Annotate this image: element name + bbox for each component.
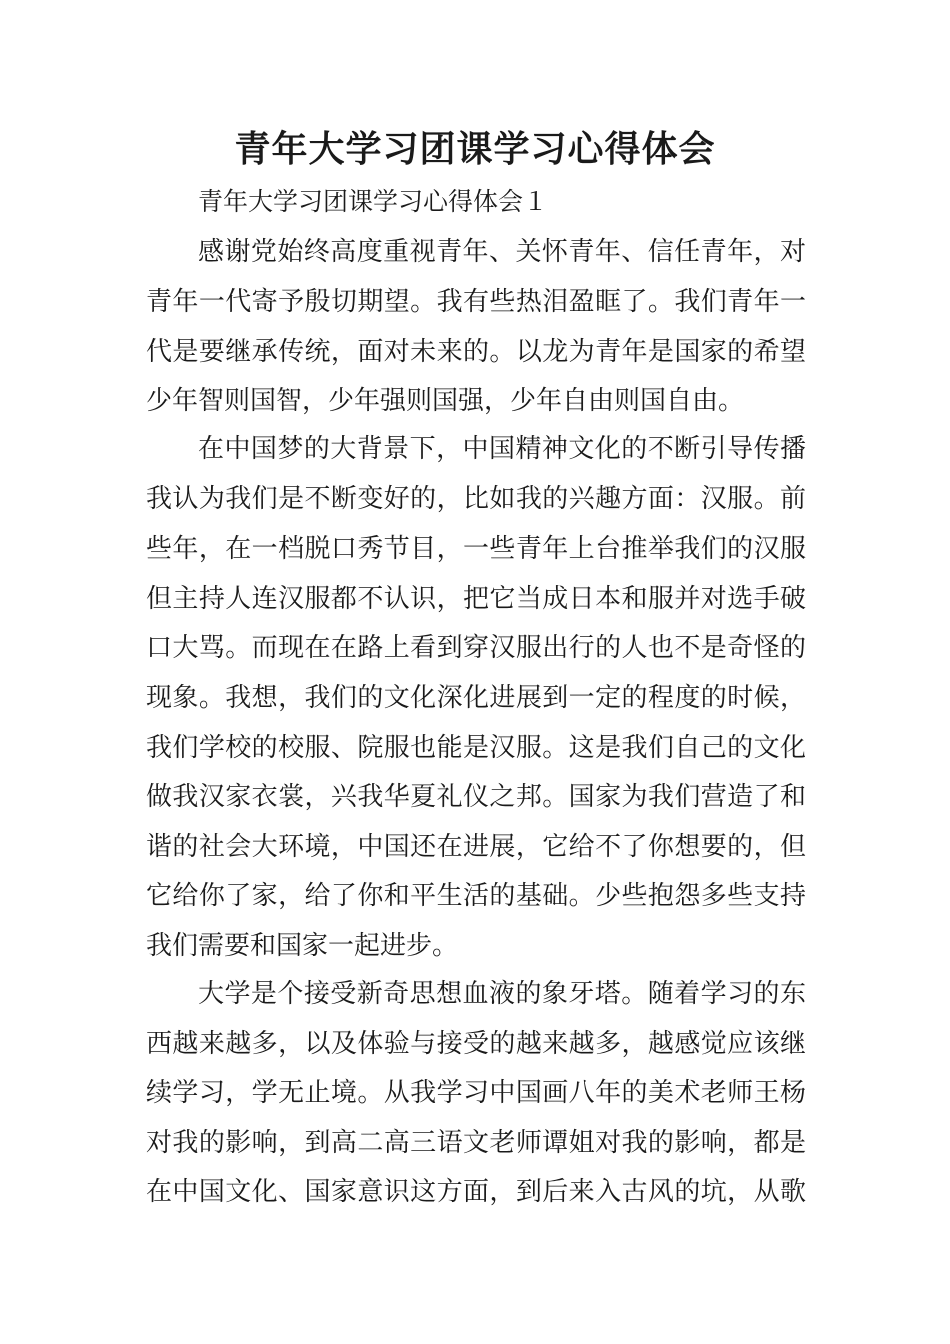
paragraph-2-line-6: 现象。我想，我们的文化深化进展到一定的程度的时候，	[146, 683, 806, 713]
paragraph-1-line-2: 青年一代寄予殷切期望。我有些热泪盈眶了。我们青年一	[146, 287, 806, 317]
section-heading: 青年大学习团课学习心得体会１	[198, 187, 549, 216]
paragraph-1-line-1: 感谢党始终高度重视青年、关怀青年、信任青年，对	[198, 237, 806, 267]
paragraph-3-line-4: 对我的影响，到高二高三语文老师谭姐对我的影响，都是	[146, 1128, 806, 1158]
paragraph-2-line-2: 我认为我们是不断变好的，比如我的兴趣方面：汉服。前	[146, 484, 806, 514]
paragraph-3-line-2: 西越来越多，以及体验与接受的越来越多，越感觉应该继	[146, 1029, 806, 1059]
paragraph-2-line-10: 它给你了家，给了你和平生活的基础。少些抱怨多些支持	[146, 881, 806, 911]
paragraph-2-line-7: 我们学校的校服、院服也能是汉服。这是我们自己的文化	[146, 733, 806, 763]
paragraph-2-line-11: 我们需要和国家一起进步。	[146, 931, 459, 961]
paragraph-3-line-3: 续学习，学无止境。从我学习中国画八年的美术老师王杨	[146, 1078, 806, 1108]
paragraph-2-line-4: 但主持人连汉服都不认识，把它当成日本和服并对选手破	[146, 584, 806, 614]
paragraph-2-line-9: 谐的社会大环境，中国还在进展，它给不了你想要的，但	[146, 832, 806, 862]
paragraph-1-line-4: 少年智则国智，少年强则国强，少年自由则国自由。	[146, 386, 745, 416]
paragraph-2-line-8: 做我汉家衣裳，兴我华夏礼仪之邦。国家为我们营造了和	[146, 782, 806, 812]
document-title: 青年大学习团课学习心得体会	[234, 129, 716, 170]
paragraph-1-line-3: 代是要继承传统，面对未来的。以龙为青年是国家的希望	[146, 337, 806, 367]
paragraph-3-line-5: 在中国文化、国家意识这方面，到后来入古风的坑，从歌	[146, 1177, 806, 1207]
paragraph-2-line-3: 些年，在一档脱口秀节目，一些青年上台推举我们的汉服	[146, 534, 806, 564]
paragraph-2-line-1: 在中国梦的大背景下，中国精神文化的不断引导传播	[198, 434, 806, 464]
paragraph-3-line-1: 大学是个接受新奇思想血液的象牙塔。随着学习的东	[198, 979, 806, 1009]
paragraph-2-line-5: 口大骂。而现在在路上看到穿汉服出行的人也不是奇怪的	[146, 633, 806, 663]
